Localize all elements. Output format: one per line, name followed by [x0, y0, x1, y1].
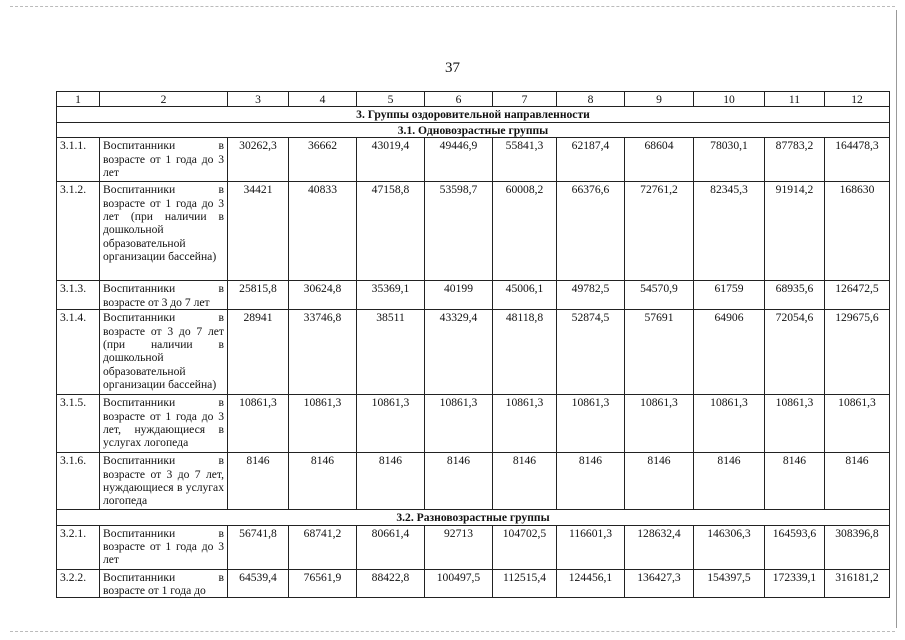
value-cell: 8146	[228, 453, 289, 510]
table-body	[57, 92, 890, 598]
value-cell: 66376,6	[557, 182, 625, 281]
row-name: Воспитанники в возрасте от 3 до 7 лет (при наличии в дошкольной образовательной организации бассейна)	[100, 310, 228, 395]
value-cell: 61759	[694, 281, 765, 310]
row-number: 3.1.1.	[57, 138, 100, 182]
value-cell: 8146	[557, 453, 625, 510]
value-cell: 8146	[289, 453, 357, 510]
row-number: 3.1.4.	[57, 310, 100, 395]
value-cell: 53598,7	[425, 182, 493, 281]
value-cell: 116601,3	[557, 525, 625, 569]
row-name: Воспитанники в возрасте от 1 года до	[100, 569, 228, 598]
table-row	[57, 525, 890, 569]
value-cell: 129675,6	[825, 310, 890, 395]
value-cell: 68741,2	[289, 525, 357, 569]
value-cell: 126472,5	[825, 281, 890, 310]
col-header: 12	[825, 92, 890, 107]
value-cell: 35369,1	[357, 281, 425, 310]
col-header: 8	[557, 92, 625, 107]
table-row	[57, 395, 890, 453]
value-cell: 80661,4	[357, 525, 425, 569]
value-cell: 68935,6	[765, 281, 825, 310]
value-cell: 82345,3	[694, 182, 765, 281]
subsection-row	[57, 510, 890, 525]
value-cell: 57691	[625, 310, 694, 395]
value-cell: 10861,3	[289, 395, 357, 453]
table-row	[57, 453, 890, 510]
tariff-table	[56, 91, 890, 598]
value-cell: 10861,3	[493, 395, 557, 453]
col-header: 10	[694, 92, 765, 107]
value-cell: 136427,3	[625, 569, 694, 598]
row-name: Воспитанники в возрасте от 1 года до 3 лет, нуждающиеся в услугах логопеда	[100, 395, 228, 453]
value-cell: 45006,1	[493, 281, 557, 310]
value-cell: 40833	[289, 182, 357, 281]
value-cell: 62187,4	[557, 138, 625, 182]
col-header: 5	[357, 92, 425, 107]
col-header: 6	[425, 92, 493, 107]
row-number: 3.2.1.	[57, 525, 100, 569]
col-header: 11	[765, 92, 825, 107]
col-header: 1	[57, 92, 100, 107]
value-cell: 30624,8	[289, 281, 357, 310]
value-cell: 47158,8	[357, 182, 425, 281]
value-cell: 316181,2	[825, 569, 890, 598]
value-cell: 78030,1	[694, 138, 765, 182]
value-cell: 100497,5	[425, 569, 493, 598]
value-cell: 10861,3	[228, 395, 289, 453]
value-cell: 172339,1	[765, 569, 825, 598]
value-cell: 34421	[228, 182, 289, 281]
col-header: 7	[493, 92, 557, 107]
value-cell: 124456,1	[557, 569, 625, 598]
header-row	[57, 92, 890, 107]
row-number: 3.1.6.	[57, 453, 100, 510]
section-title: 3. Группы оздоровительной направленности	[57, 107, 890, 122]
value-cell: 146306,3	[694, 525, 765, 569]
value-cell: 64906	[694, 310, 765, 395]
table-row	[57, 569, 890, 598]
value-cell: 8146	[625, 453, 694, 510]
col-header: 4	[289, 92, 357, 107]
value-cell: 72054,6	[765, 310, 825, 395]
table-row	[57, 281, 890, 310]
value-cell: 49782,5	[557, 281, 625, 310]
value-cell: 8146	[425, 453, 493, 510]
value-cell: 92713	[425, 525, 493, 569]
table-row	[57, 182, 890, 281]
value-cell: 40199	[425, 281, 493, 310]
row-name: Воспитанники в возрасте от 3 до 7 лет	[100, 281, 228, 310]
page-number: 37	[445, 60, 460, 76]
value-cell: 10861,3	[825, 395, 890, 453]
value-cell: 60008,2	[493, 182, 557, 281]
value-cell: 308396,8	[825, 525, 890, 569]
value-cell: 87783,2	[765, 138, 825, 182]
value-cell: 33746,8	[289, 310, 357, 395]
subsection-title: 3.1. Одновозрастные группы	[57, 122, 890, 137]
row-number: 3.1.5.	[57, 395, 100, 453]
value-cell: 56741,8	[228, 525, 289, 569]
value-cell: 55841,3	[493, 138, 557, 182]
value-cell: 10861,3	[557, 395, 625, 453]
table-row	[57, 310, 890, 395]
row-number: 3.1.3.	[57, 281, 100, 310]
value-cell: 30262,3	[228, 138, 289, 182]
value-cell: 76561,9	[289, 569, 357, 598]
value-cell: 68604	[625, 138, 694, 182]
value-cell: 54570,9	[625, 281, 694, 310]
value-cell: 10861,3	[625, 395, 694, 453]
value-cell: 8146	[493, 453, 557, 510]
value-cell: 10861,3	[765, 395, 825, 453]
value-cell: 154397,5	[694, 569, 765, 598]
value-cell: 128632,4	[625, 525, 694, 569]
value-cell: 64539,4	[228, 569, 289, 598]
value-cell: 49446,9	[425, 138, 493, 182]
value-cell: 112515,4	[493, 569, 557, 598]
value-cell: 164478,3	[825, 138, 890, 182]
value-cell: 104702,5	[493, 525, 557, 569]
value-cell: 25815,8	[228, 281, 289, 310]
value-cell: 72761,2	[625, 182, 694, 281]
value-cell: 8146	[694, 453, 765, 510]
value-cell: 88422,8	[357, 569, 425, 598]
value-cell: 38511	[357, 310, 425, 395]
col-header: 9	[625, 92, 694, 107]
value-cell: 164593,6	[765, 525, 825, 569]
row-name: Воспитанники в возрасте от 1 года до 3 лет (при наличии в дошкольной образовательной организации бассейна)	[100, 182, 228, 281]
value-cell: 52874,5	[557, 310, 625, 395]
value-cell: 168630	[825, 182, 890, 281]
subsection-title: 3.2. Разновозрастные группы	[57, 510, 890, 525]
value-cell: 8146	[357, 453, 425, 510]
value-cell: 43329,4	[425, 310, 493, 395]
value-cell: 10861,3	[694, 395, 765, 453]
row-name: Воспитанники в возрасте от 1 года до 3 лет	[100, 525, 228, 569]
value-cell: 10861,3	[357, 395, 425, 453]
row-name: Воспитанники в возрасте от 1 года до 3 лет	[100, 138, 228, 182]
col-header: 2	[100, 92, 228, 107]
value-cell: 48118,8	[493, 310, 557, 395]
subsection-row	[57, 122, 890, 137]
value-cell: 91914,2	[765, 182, 825, 281]
value-cell: 36662	[289, 138, 357, 182]
section-row	[57, 107, 890, 122]
value-cell: 8146	[825, 453, 890, 510]
page-top-edge	[10, 6, 895, 7]
page-bottom-edge	[10, 631, 895, 632]
row-name: Воспитанники в возрасте от 3 до 7 лет, нуждающиеся в услугах логопеда	[100, 453, 228, 510]
row-number: 3.1.2.	[57, 182, 100, 281]
value-cell: 10861,3	[425, 395, 493, 453]
table-row	[57, 138, 890, 182]
value-cell: 8146	[765, 453, 825, 510]
row-number: 3.2.2.	[57, 569, 100, 598]
page-right-edge	[896, 10, 897, 628]
value-cell: 43019,4	[357, 138, 425, 182]
value-cell: 28941	[228, 310, 289, 395]
col-header: 3	[228, 92, 289, 107]
